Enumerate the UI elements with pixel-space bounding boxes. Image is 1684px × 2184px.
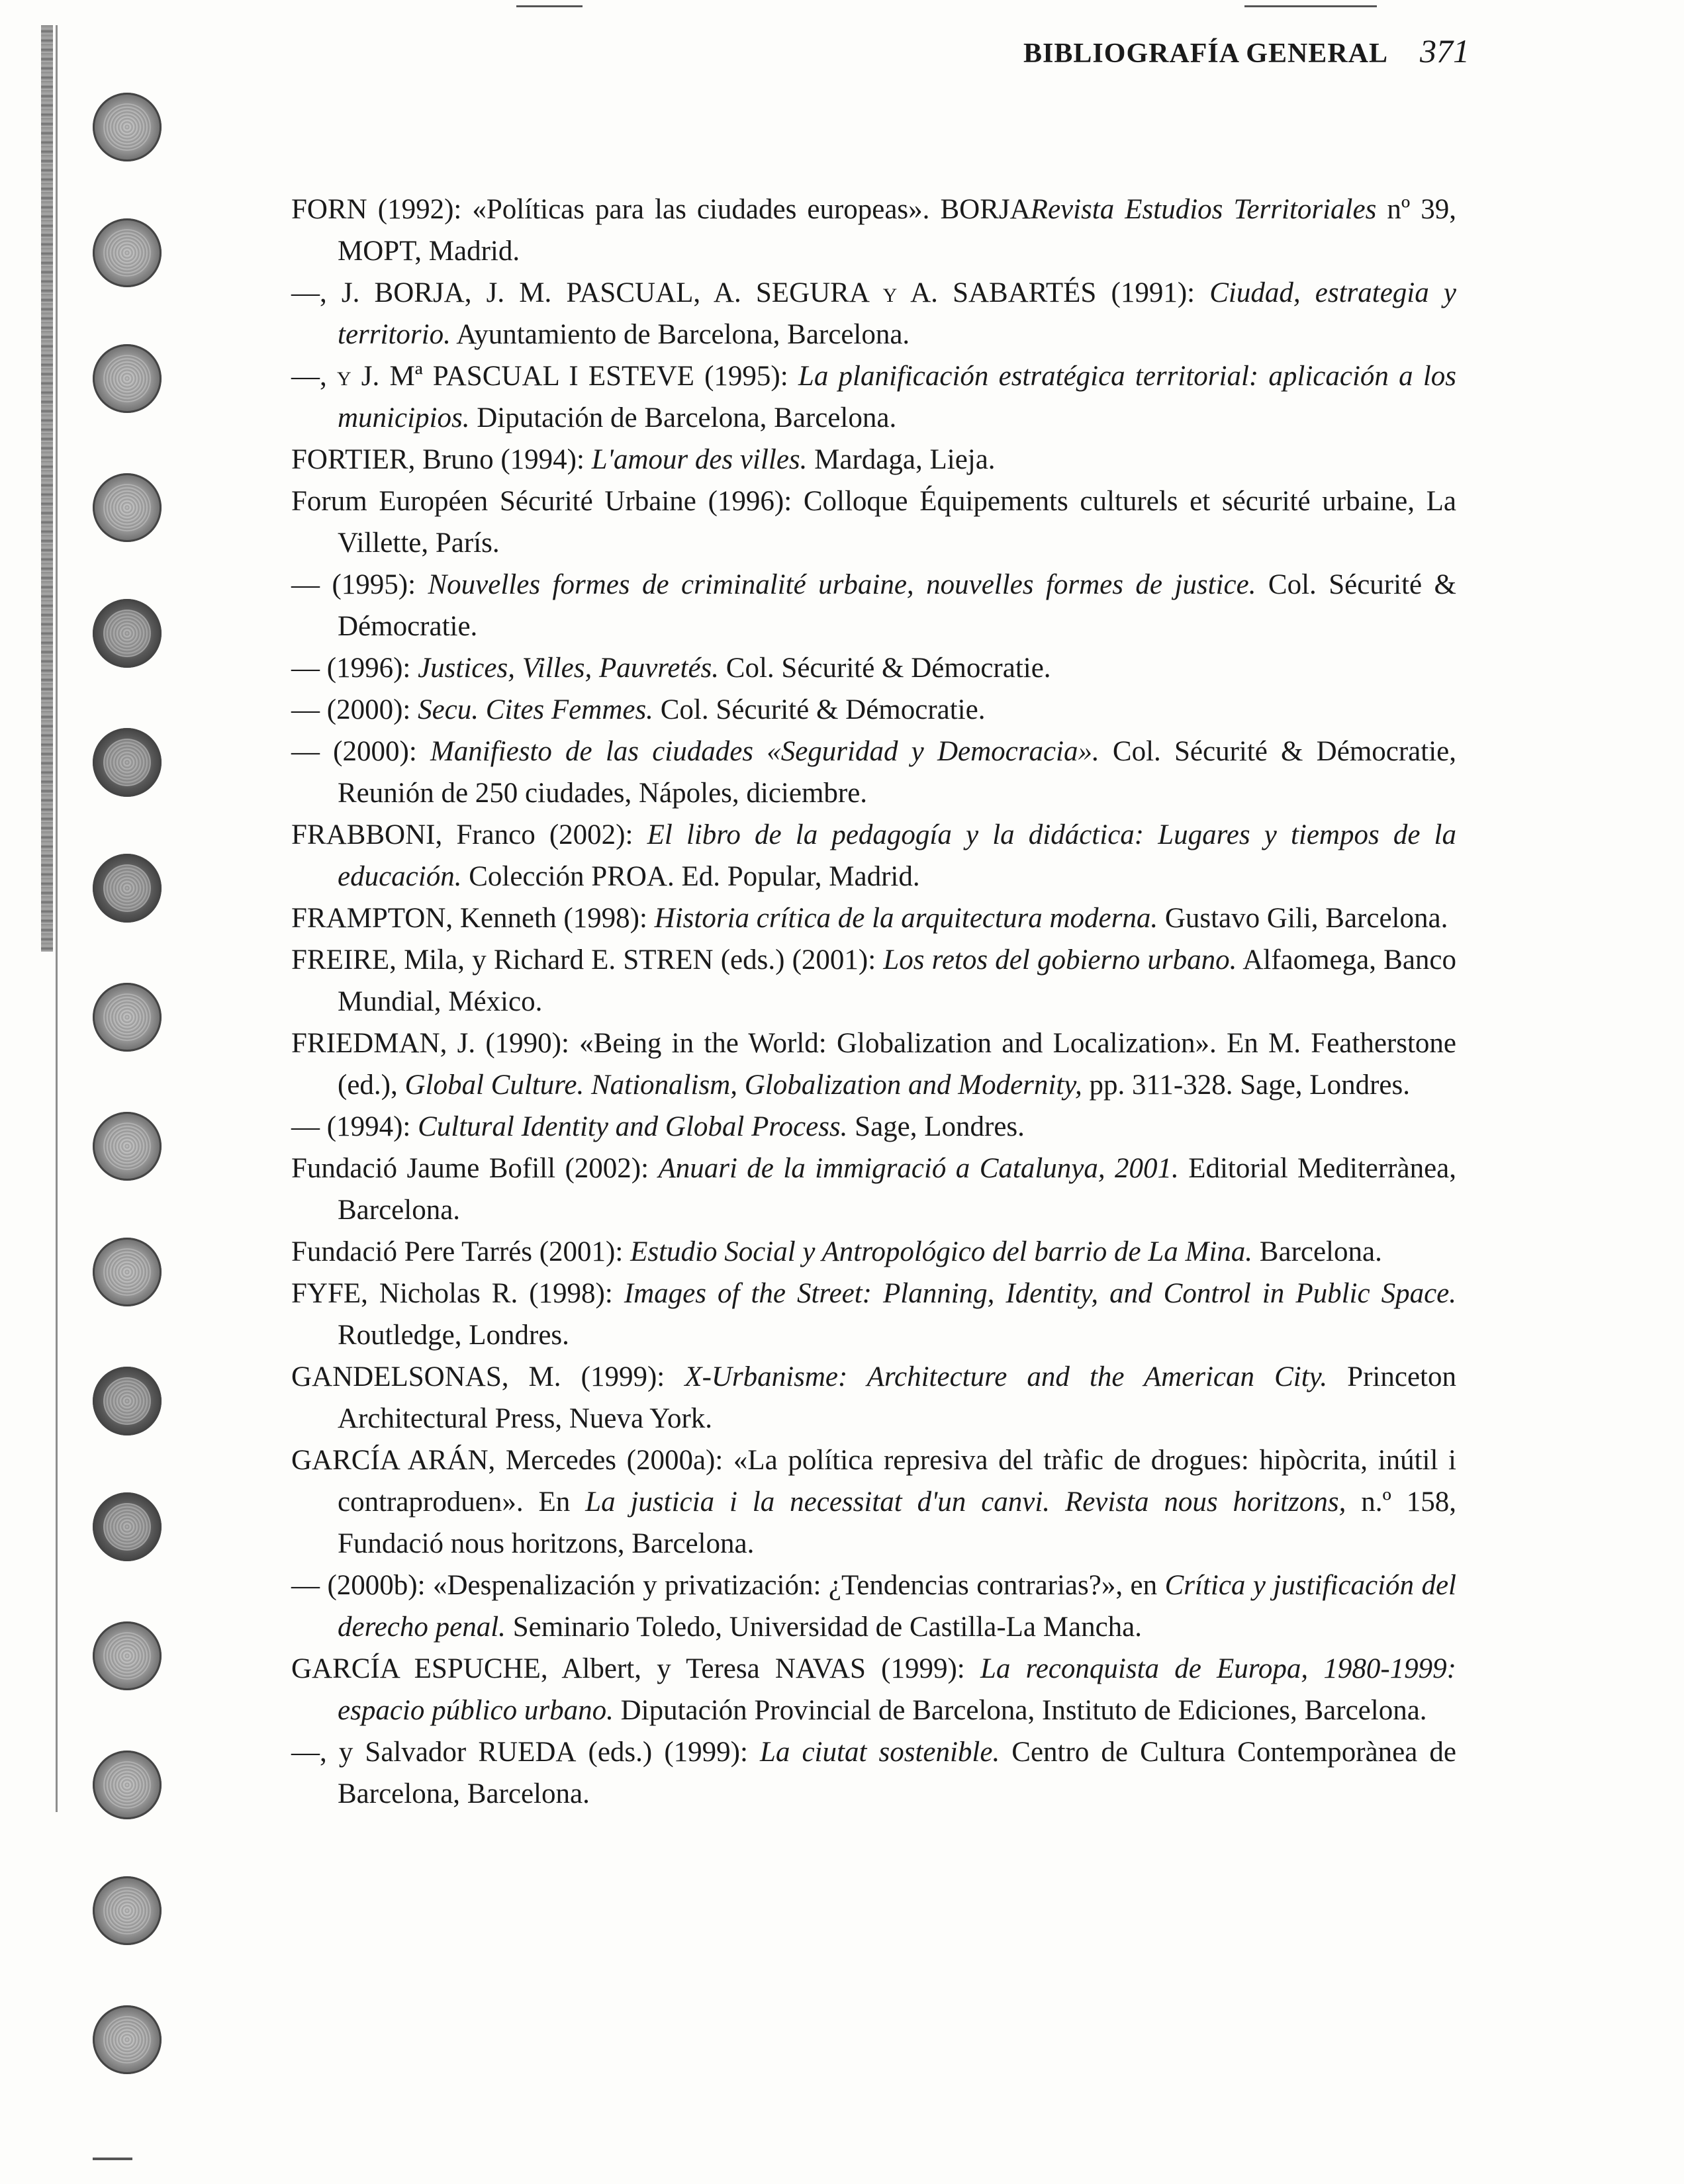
work-title: Ciudad, estrategia y territorio. (338, 277, 1456, 350)
work-title: Los retos del gobierno urbano. (883, 944, 1237, 976)
work-title: Anuari de la immigració a Catalunya, 2001. (658, 1153, 1179, 1184)
punch-hole (93, 1751, 162, 1819)
work-title: Justices, Villes, Pauvretés. (418, 653, 720, 684)
author-name: FORTIER (291, 444, 408, 475)
punch-hole (93, 1876, 162, 1945)
author-name: GARCÍA ARÁN (291, 1445, 489, 1476)
author-name: GANDELSONAS (291, 1361, 502, 1392)
punch-hole (93, 854, 162, 923)
punch-hole (93, 2005, 162, 2074)
coauthor-name: NAVAS (774, 1653, 866, 1684)
punch-hole (93, 1492, 162, 1561)
entry-text: Forum Européen Sécurité Urbaine (1996): Colloque Équipements culturels et sécurité urbaine, La Villette, París. (291, 486, 1456, 559)
entry-text: —, y Salvador (291, 1737, 479, 1768)
bibliography-entry (291, 1731, 1456, 1815)
bibliography-entry (291, 189, 1456, 272)
work-title: Images of the Street: Planning, Identity, and Control in Public Space. (624, 1278, 1456, 1309)
entry-text: , Albert, y Teresa (540, 1653, 775, 1684)
punch-hole (93, 1621, 162, 1690)
bibliography-list (291, 189, 1456, 1815)
entry-text: — (1995): (291, 569, 428, 600)
work-title: Revista Estudios Territoriales (1030, 194, 1377, 225)
punch-hole (93, 473, 162, 542)
scan-artifact (1244, 5, 1377, 7)
publisher-info: Princeton Architectural Press, Nueva York. (338, 1361, 1456, 1434)
entry-text: (1991): (1096, 277, 1210, 308)
publisher-info: Diputación Provincial de Barcelona, Instituto de Ediciones, Barcelona. (613, 1695, 1427, 1726)
entry-text: , Nicholas R. (1998): (361, 1278, 624, 1309)
publisher-info: Routledge, Londres. (338, 1320, 569, 1351)
punch-hole (93, 599, 162, 668)
work-title: Estudio Social y Antropológico del barrio de La Mina. (630, 1236, 1253, 1267)
scan-artifact (93, 2158, 132, 2160)
entry-text: , M. (1999): (501, 1361, 685, 1392)
entry-text: (1999): (865, 1653, 980, 1684)
entry-text: — (2000): (291, 736, 430, 767)
bibliography-entry (291, 1356, 1456, 1439)
work-title: Secu. Cites Femmes. (418, 694, 653, 725)
publisher-info: Col. Sécurité & Démocratie, Reunión de 250 ciudades, Nápoles, diciembre. (338, 736, 1456, 809)
author-name: FRIEDMAN (291, 1028, 440, 1059)
bibliography-entry (291, 731, 1456, 814)
publisher-info: n.º 158, Fundació nous horitzons, Barcelona. (338, 1486, 1457, 1559)
page-number: 371 (1420, 32, 1470, 69)
entry-text: (1995): (694, 361, 798, 392)
work-title: Crítica y justificación del derecho penal. (338, 1570, 1457, 1643)
bibliography-entry (291, 1106, 1456, 1148)
publisher-info: Col. Sécurité & Démocratie. (653, 694, 986, 725)
coauthor-name: BORJA (940, 194, 1031, 225)
punch-hole (93, 728, 162, 797)
publisher-info: Seminario Toledo, Universidad de Castilla-La Mancha. (505, 1612, 1142, 1643)
bibliography-entry (291, 1148, 1456, 1231)
publisher-info: Colección PROA. Ed. Popular, Madrid. (461, 861, 920, 892)
author-name: —, y J. Mª PASCUAL I ESTEVE (291, 361, 694, 392)
entry-text: — (1994): (291, 1111, 418, 1142)
publisher-info: nº 39, MOPT, Madrid. (338, 194, 1456, 267)
work-title: La ciutat sostenible. (759, 1737, 1000, 1768)
work-title: X-Urbanisme: Architecture and the American City. (684, 1361, 1328, 1392)
entry-text: — (1996): (291, 653, 418, 684)
work-title: Historia crítica de la arquitectura moderna. (654, 903, 1158, 934)
author-name: —, J. BORJA, J. M. PASCUAL, A. SEGURA y A. SABARTÉS (291, 277, 1097, 308)
publisher-info: Mardaga, Lieja. (807, 444, 996, 475)
author-name: FRAMPTON (291, 903, 446, 934)
entry-text: — (2000): (291, 694, 418, 725)
scan-artifact (516, 5, 583, 7)
work-title: La planificación estratégica territorial: aplicación a los municipios. (338, 361, 1456, 433)
punch-hole (93, 983, 162, 1052)
bibliography-entry (291, 1648, 1456, 1731)
binding-edge (41, 25, 53, 952)
bibliography-entry (291, 1439, 1456, 1565)
coauthor-name: STREN (623, 944, 714, 976)
work-title: Manifiesto de las ciudades «Seguridad y Democracia». (430, 736, 1099, 767)
coauthor-name: RUEDA (478, 1737, 577, 1768)
publisher-info: Barcelona. (1252, 1236, 1382, 1267)
publisher-info: Ayuntamiento de Barcelona, Barcelona. (450, 319, 910, 350)
bibliography-entry (291, 814, 1456, 897)
bibliography-entry (291, 689, 1456, 731)
work-title: La justicia i la necessitat d'un canvi. Revista nous horitzons, (585, 1486, 1346, 1518)
entry-text: , Mila, y Richard E. (389, 944, 624, 976)
work-title: El libro de la pedagogía y la didáctica: Lugares y tiempos de la educación. (338, 819, 1456, 892)
bibliography-entry (291, 897, 1456, 939)
punch-hole (93, 1112, 162, 1181)
publisher-info: Col. Sécurité & Démocratie. (719, 653, 1051, 684)
entry-text: Fundació Jaume Bofill (2002): (291, 1153, 659, 1184)
publisher-info: pp. 311-328. Sage, Londres. (1082, 1069, 1410, 1101)
bibliography-entry (291, 1023, 1456, 1106)
publisher-info: Sage, Londres. (847, 1111, 1025, 1142)
entry-text: (1992): «Políticas para las ciudades europeas». (367, 194, 941, 225)
publisher-info: Diputación de Barcelona, Barcelona. (469, 402, 897, 433)
bibliography-entry (291, 564, 1456, 647)
entry-text: , Franco (2002): (435, 819, 647, 850)
work-title: La reconquista de Europa, 1980-1999: espacio público urbano. (338, 1653, 1457, 1726)
publisher-info: Centro de Cultura Contemporànea de Barcelona, Barcelona. (338, 1737, 1457, 1809)
entry-text: , Mercedes (2000a): «La política represiva del tràfic de drogues: hipòcrita, inútil i contraproduen». En (338, 1445, 1457, 1518)
bibliography-entry (291, 439, 1456, 480)
bibliography-entry (291, 480, 1456, 564)
punch-hole (93, 344, 162, 413)
punch-hole (93, 218, 162, 287)
work-title: Nouvelles formes de criminalité urbaine, nouvelles formes de justice. (428, 569, 1256, 600)
entry-text: Fundació Pere Tarrés (2001): (291, 1236, 631, 1267)
author-name: FYFE (291, 1278, 361, 1309)
bibliography-entry (291, 647, 1456, 689)
bibliography-entry (291, 355, 1456, 439)
publisher-info: Alfaomega, Banco Mundial, México. (338, 944, 1456, 1017)
author-name: FRABBONI (291, 819, 436, 850)
entry-text: , Kenneth (1998): (445, 903, 655, 934)
publisher-info: Editorial Mediterrànea, Barcelona. (338, 1153, 1456, 1226)
page-header (1006, 32, 1470, 71)
running-head: BIBLIOGRAFÍA GENERAL (1023, 38, 1388, 69)
entry-text: — (2000b): «Despenalización y privatización: ¿Tendencias contrarias?», en (291, 1570, 1165, 1601)
bibliography-entry (291, 1273, 1456, 1356)
bibliography-entry (291, 1231, 1456, 1273)
bibliography-entry (291, 1565, 1456, 1648)
binding-line (56, 25, 58, 1812)
bibliography-entry (291, 272, 1456, 355)
work-title: L'amour des villes. (591, 444, 808, 475)
work-title: Cultural Identity and Global Process. (418, 1111, 848, 1142)
work-title: Global Culture. Nationalism, Globalization and Modernity, (404, 1069, 1082, 1101)
entry-text: , J. (1990): «Being in the World: Globalization and Localization». En M. Featherstone (ed.), (338, 1028, 1456, 1101)
publisher-info: Col. Sécurité & Démocratie. (338, 569, 1456, 642)
entry-text: (eds.) (2001): (713, 944, 884, 976)
punch-hole (93, 1238, 162, 1306)
entry-text: (eds.) (1999): (576, 1737, 760, 1768)
author-name: GARCÍA ESPUCHE (291, 1653, 541, 1684)
punch-hole (93, 1367, 162, 1435)
entry-text: , Bruno (1994): (408, 444, 592, 475)
bibliography-entry (291, 939, 1456, 1023)
punch-hole (93, 93, 162, 161)
author-name: FORN (291, 194, 367, 225)
publisher-info: Gustavo Gili, Barcelona. (1158, 903, 1448, 934)
author-name: FREIRE (291, 944, 390, 976)
